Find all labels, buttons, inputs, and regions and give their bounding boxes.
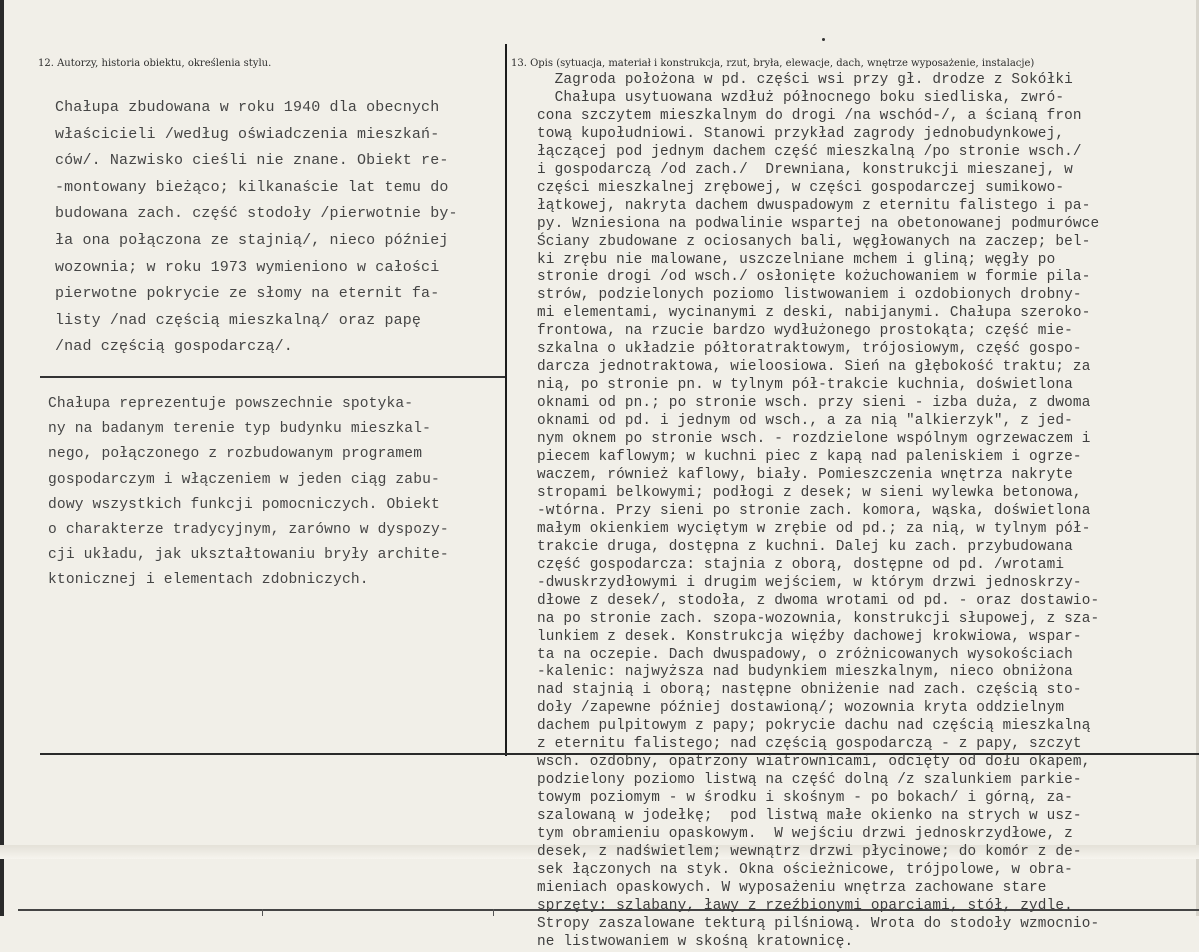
section12-divider (40, 376, 505, 378)
section12-history-text: Chałupa zbudowana w roku 1940 dla obecnych właścicieli /według oświadczenia mieszkań- ców/. Nazwisko cieśli nie znane. Obiekt re- -montowany bieżąco; kilkanaście lat temu do budowana zach. część stodoły /pierwotnie by- ła ona połączona ze stajnią/, nieco później wozownia; w roku 1973 wymieniono w całości pierwotne pokrycie ze słomy na eternit fa- listy /nad częścią mieszkalną/ oraz papę /nad częścią gospodarczą/. (55, 99, 458, 356)
scan-edge-left (0, 0, 4, 916)
section13-label: 13. Opis (sytuacja, materiał i konstrukcja, rzut, bryła, elewacje, dach, wnętrze wyposażenie, instalacje) (511, 58, 1035, 69)
ink-dot (822, 38, 825, 41)
section12-label: 12. Autorzy, historia obiektu, określenia stylu. (38, 58, 272, 69)
column-divider (505, 44, 507, 756)
footer-tick (262, 909, 263, 916)
section13-description-text: Zagroda położona w pd. części wsi przy gł. drodze z Sokółki Chałupa usytuowana wzdłuż północnego boku siedliska, zwró- cona szczytem mieszkalnym do drogi /na wschód-/, a ścianą fron tową kupołudniowi. Stanowi przykład zagrody jednobudynkowej, łączącej pod jednym dachem część mieszkalną /po stronie wsch./ i gospodarczą /od zach./ Drewniana, konstrukcji mieszanej, w części mieszkalnej zrębowej, w części gospodarczej sumikowo- łątkowej, nakryta dachem dwuspadowym z eternitu falistego i pa- py. Wzniesiona na podwalinie wspartej na obetonowanej podmurówce Ściany zbudowane z ociosanych bali, węgłowanych na zaczep; bel- ki zrębu nie malowane, uszczelniane mchem i gliną; węgły po stronie drogi /od wsch./ osłonięte kożuchowaniem w formie pila- strów, podzielonych poziomo listwowaniem i ozdobionych drobny- mi elementami, wycinanymi z deski, nabijanymi. Chałupa szeroko- frontowa, na rzucie bardzo wydłużonego prostokąta; część mie- szkalna o układzie półtoratraktowym, trójosiowym, część gospo- darcza jednotraktowa, wieloosiowa. Sień na głębokość traktu; za nią, po stronie pn. w tylnym pół-trakcie kuchnia, doświetlona oknami od pn.; po stronie wsch. przy sieni - izba duża, z dwoma oknami od pd. i jednym od wsch., a za nią "alkierzyk", z jed- nym oknem po stronie wsch. - rozdzielone wspólnym ogrzewaczem i piecem kaflowym; w kuchni piec z kapą nad paleniskiem i ogrze- waczem, również kaflowy, biały. Pomieszczenia wnętrza nakryte stropami belkowymi; podłogi z desek; w sieni wylewka betonowa, -wtórna. Przy sieni po stronie zach. komora, wąska, doświetlona małym okienkiem wyciętym w zrębie od pd.; za nią, w tylnym pół- trakcie druga, dostępna z kuchni. Dalej ku zach. przybudowana część gospodarcza: stajnia z oborą, dostępne od pd. /wrotami -dwuskrzydłowymi i drugim wejściem, w którym drzwi jednoskrzy- dłowe z desek/, stodoła, z dwoma wrotami od pd. - oraz dostawio- na po stronie zach. szopa-wozownia, konstrukcji słupowej, z sza- lunkiem z desek. Konstrukcja więźby dachowej krokwiowa, wspar- ta na oczepie. Dach dwuspadowy, o zróżnicowanych wysokościach -kalenic: najwyższa nad budynkiem mieszkalnym, nieco obniżona nad stajnią i oborą; następne obniżenie nad zach. częścią sto- doły /zapewne później dostawioną/; wozownia kryta oddzielnym dachem pulpitowym z papy; pokrycie dachu nad częścią mieszkalną z eternitu falistego; nad częścią gospodarczą - z papy, szczyt wsch. ozdobny, opatrzony wiatrownicami, odcięty od dołu okapem, podzielony poziomo listwą na część dolną /z szalunkiem parkie- towym poziomym - w środku i skośnym - po bokach/ i górną, za- szalowaną w jodełkę; pod listwą małe okienko na strych w usz- tym obramieniu opaskowym. W wejściu drzwi jednoskrzydłowe, z desek, z nadświetlem; wewnątrz drzwi płycinowe; do komór z de- sek łączonych na styk. Okna ościeżnicowe, trójpolowe, w obra- mieniach opaskowych. W wyposażeniu wnętrza zachowane stare sprzęty: szlabany, ławy z rzeźbionymi oparciami, stół, zydle. Stropy zaszalowane tekturą pilśniową. Wrota do stodoły wzmocnio- ne listwowaniem w skośną kratownicę. (537, 72, 1100, 950)
footer-tick (493, 909, 494, 916)
section12-style-text: Chałupa reprezentuje powszechnie spotyka- ny na badanym terenie typ budynku mieszkal- nego, połączonego z rozbudowanym programem gospodarczym i włączeniem w jeden ciąg zabu- dowy wszystkich funkcji pomocniczych. Obiekt o charakterze tradycyjnym, zarówno w dyspozy- cji układu, jak ukształtowaniu bryły archite- ktonicznej i elementach zdobniczych. (48, 396, 449, 589)
